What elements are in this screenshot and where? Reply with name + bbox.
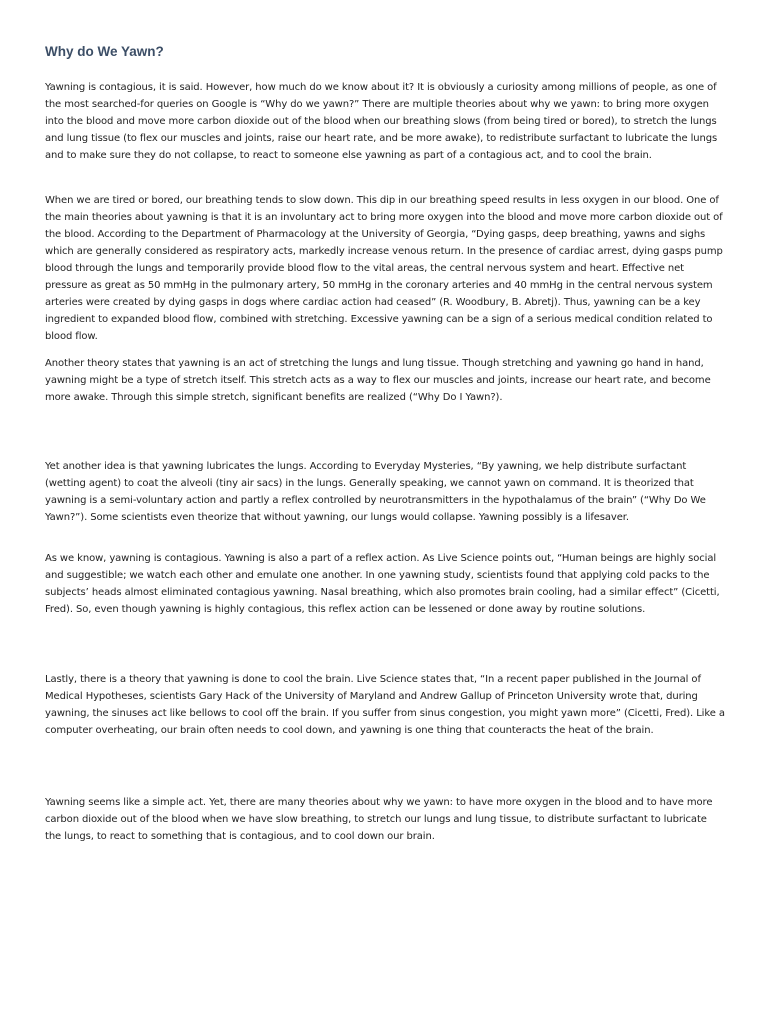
paragraph-contagious-reflex: As we know, yawning is contagious. Yawning is also a part of a reflex action. As Live Science points out, “Human beings are highly social and suggestible; we watch each other and emulate one another. In one yawning study, scientists found that applying cold packs to the subjects’ heads almost eliminated contagious yawning. Nasal breathing, which also promotes brain cooling, had a similar effect” (Cicetti, Fred). So, even though yawning is highly contagious, this reflex action can be lessened or done away by routine solutions.: [45, 553, 720, 615]
paragraph-brain-cooling-theory: Lastly, there is a theory that yawning is done to cool the brain. Live Science states that, “In a recent paper published in the Journal of Medical Hypotheses, scientists Gary Hack of the University of Maryland and Andrew Gallup of Princeton University wrote that, during yawning, the sinuses act like bellows to cool off the brain. If you suffer from sinus congestion, you might yawn more” (Cicetti, Fred). Like a computer overheating, our brain often needs to cool down, and yawning is one thing that counteracts the heat of the brain.: [45, 674, 725, 736]
paragraph-oxygen-theory: When we are tired or bored, our breathing tends to slow down. This dip in our breathing speed results in less oxygen in our blood. One of the main theories about yawning is that it is an involuntary act to bring more oxygen into the blood and move more carbon dioxide out of the blood. According to the Department of Pharmacology at the University of Georgia, “Dying gasps, deep breathing, yawns and sighs which are generally considered as respiratory acts, markedly increase venous return. In the presence of cardiac arrest, dying gasps pump blood through the lungs and temporarily provide blood flow to the vital areas, the central nervous system and heart. Effective net pressure as great as 50 mmHg in the pulmonary artery, 50 mmHg in the coronary arteries and 40 mmHg in the central nervous system arteries were created by dying gasps in dogs where cardiac action had ceased” (R. Woodbury, B. Abretj). Thus, yawning can be a key ingredient to expanded blood flow, combined with stretching. Excessive yawning can be a sign of a serious medical condition related to blood flow.: [45, 195, 723, 342]
paragraph-stretch-theory: Another theory states that yawning is an act of stretching the lungs and lung tissue. Though stretching and yawning go hand in hand, yawning might be a type of stretch itself. This stretch acts as a way to flex our muscles and joints, increase our heart rate, and become more awake. Through this simple stretch, significant benefits are realized (“Why Do I Yawn?).: [45, 358, 711, 403]
paragraph-lubrication-theory: Yet another idea is that yawning lubricates the lungs. According to Everyday Mysteries, “By yawning, we help distribute surfactant (wetting agent) to coat the alveoli (tiny air sacs) in the lungs. Generally speaking, we cannot yawn on command. It is theorized that yawning is a semi-voluntary action and partly a reflex controlled by neurotransmitters in the hypothalamus of the brain” (“Why Do We Yawn?”). Some scientists even theorize that without yawning, our lungs would collapse. Yawning possibly is a lifesaver.: [45, 461, 706, 523]
paragraph-conclusion: Yawning seems like a simple act. Yet, there are many theories about why we yawn: to have more oxygen in the blood and to have more carbon dioxide out of the blood when we have slow breathing, to stretch our lungs and lung tissue, to distribute surfactant to lubricate the lungs, to react to something that is contagious, and to cool down our brain.: [45, 797, 713, 842]
paragraph-intro: Yawning is contagious, it is said. However, how much do we know about it? It is obviously a curiosity among millions of people, as one of the most searched-for queries on Google is “Why do we yawn?” There are multiple theories about why we yawn: to bring more oxygen into the blood and move more carbon dioxide out of the blood when our breathing slows (from being tired or bored), to stretch the lungs and lung tissue (to flex our muscles and joints, raise our heart rate, and be more awake), to redistribute surfactant to lubricate the lungs and to make sure they do not collapse, to react to someone else yawning as part of a contagious act, and to cool the brain.: [45, 82, 718, 161]
document-title: Why do We Yawn?: [45, 44, 164, 59]
